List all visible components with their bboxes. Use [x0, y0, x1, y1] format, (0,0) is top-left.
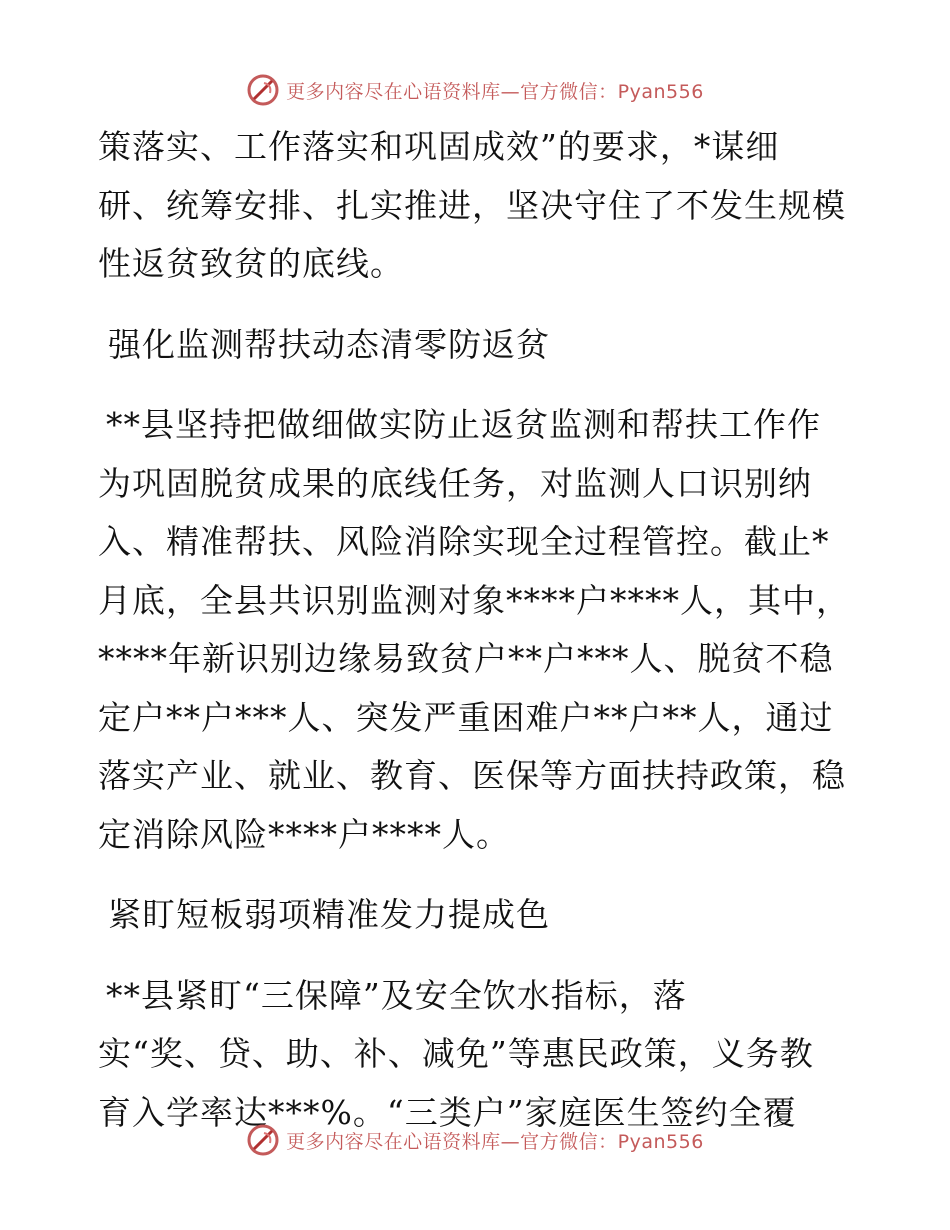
- paragraph-line: **县坚持把做细做实防止返贫监测和帮扶工作作: [106, 405, 821, 444]
- paragraph-line: 定户**户***人、突发严重困难户**户**人，通过: [98, 697, 834, 737]
- paragraph-line: 入、精准帮扶、风险消除实现全过程管控。截止*: [98, 522, 830, 561]
- watermark-text: 更多内容尽在心语资料库—官方微信：Pyan556: [286, 1130, 704, 1153]
- paragraph-line: **县紧盯“三保障”及安全饮水指标，落: [106, 975, 687, 1015]
- paragraph-line: 定消除风险****户****人。: [98, 814, 510, 854]
- brand-logo-icon: [246, 1123, 280, 1157]
- paragraph-line: 落实产业、就业、教育、医保等方面扶持政策，稳: [98, 756, 846, 795]
- watermark-banner-bottom: [0, 1120, 950, 1160]
- section-heading: 紧盯短板弱项精准发力提成色: [108, 895, 550, 934]
- paragraph-line: 育入学率达***%。“三类户”家庭医生签约全覆: [98, 1092, 797, 1132]
- section-heading: 强化监测帮扶动态清零防返贫: [108, 324, 550, 364]
- paragraph-line: 性返贫致贫的底线。: [98, 244, 404, 283]
- brand-logo-icon: [246, 73, 280, 107]
- paragraph-line: 研、统筹安排、扎实推进，坚决守住了不发生规模: [98, 185, 846, 225]
- paragraph-line: ****年新识别边缘易致贫户**户***人、脱贫不稳: [98, 639, 834, 678]
- document-body: [98, 118, 858, 1142]
- paragraph-line: 月底，全县共识别监测对象****户****人，其中，: [98, 580, 850, 620]
- watermark-text: 更多内容尽在心语资料库—官方微信：Pyan556: [286, 80, 704, 103]
- watermark-banner-top: [0, 70, 950, 110]
- paragraph-line: 策落实、工作落实和巩固成效”的要求，*谋细: [98, 127, 780, 166]
- paragraph-line: 实“奖、贷、助、补、减免”等惠民政策，义务教: [98, 1034, 814, 1073]
- paragraph-line: 为巩固脱贫成果的底线任务，对监测人口识别纳: [98, 463, 812, 503]
